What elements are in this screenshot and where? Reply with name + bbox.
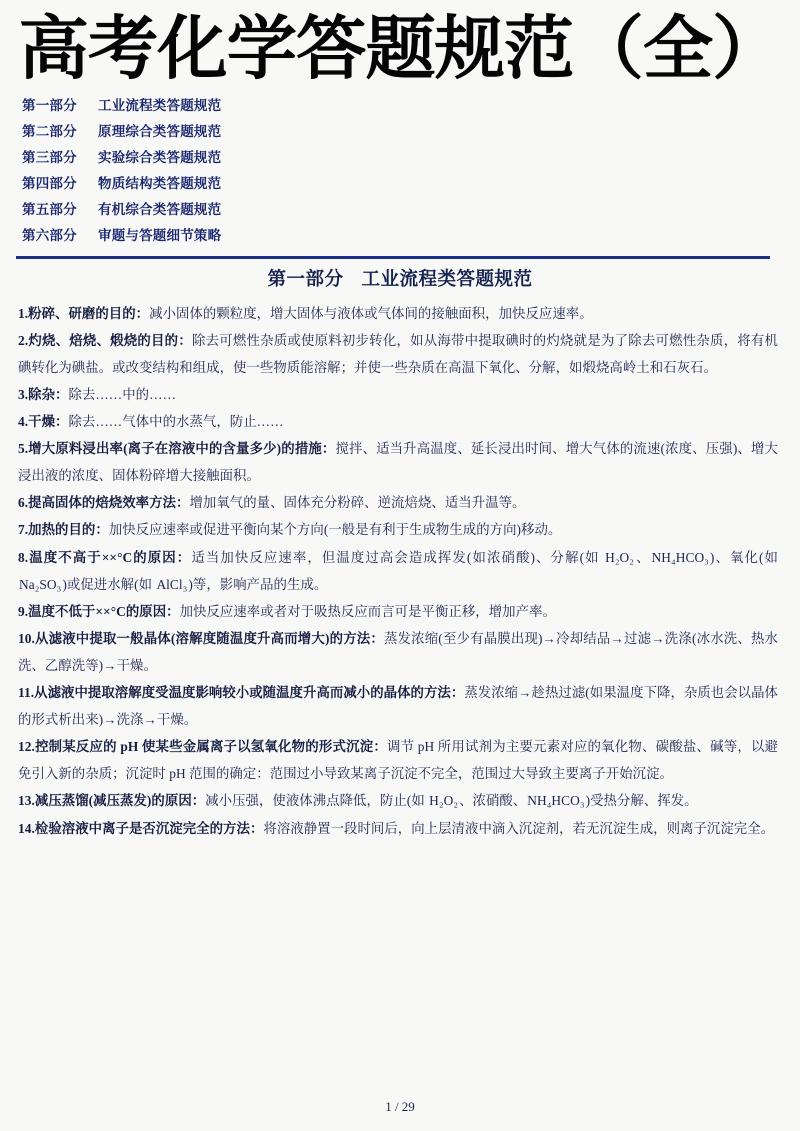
rule-body-text: 减小压强，使液体沸点降低，防止(如 (205, 793, 429, 809)
rule-lead: 3. (18, 387, 29, 402)
rule-lead-title: 干燥： (28, 414, 69, 430)
chemical-formula: NH₄HCO₃ (651, 549, 709, 565)
toc-item-number: 第六部分 (22, 228, 77, 245)
rule-body-text: 加快反应速率或促进平衡向某个方向(一般是有利于生成物生成的方向)移动。 (108, 522, 562, 538)
rule-lead-title: 温度不高于××°C的原因： (28, 549, 192, 565)
page-number-footer: 1 / 29 (385, 1099, 415, 1114)
toc-item-number: 第一部分 (22, 98, 77, 115)
rules-list (0, 300, 800, 842)
rule-lead-title: 粉碎、研磨的目的： (28, 305, 150, 321)
chemical-formula: Na₂SO₃ (19, 576, 62, 592)
toc-item-label: 原理综合类答题规范 (98, 124, 222, 141)
rule-item (18, 516, 778, 543)
rule-body-text: 加快反应速率或者对于吸热反应而言可是平衡正移，增加产率。 (179, 603, 556, 619)
rule-lead-title: 检验溶液中离子是否沉淀完全的方法： (34, 820, 264, 836)
rule-lead-title: 加热的目的： (28, 522, 109, 538)
toc-item-5[interactable] (22, 204, 800, 218)
rule-item (18, 815, 778, 842)
page-title: 高考化学答题规范（全） (18, 9, 782, 89)
rule-lead: 12. (18, 739, 35, 755)
toc-item-2[interactable] (22, 126, 800, 140)
rule-body-text: 适当加快反应速率，但温度过高会造成挥发(如浓硝酸)、分解(如 (191, 549, 605, 565)
rule-lead-title: 从滤液中提取一般晶体(溶解度随温度升高而增大)的方法： (34, 630, 384, 646)
toc-item-number: 第二部分 (22, 124, 77, 141)
rule-body-text: 除去……中的…… (68, 387, 177, 402)
rule-body-text: 搅拌、适当升高温度、延长浸出时间、增大气体的流速(浓度、压强)、增大浸出液的浓度、固体粉碎增大接触面积。 (18, 441, 778, 484)
section-heading-title: 工业流程类答题规范 (361, 269, 533, 291)
rule-lead-title: 温度不低于××°C的原因： (28, 603, 180, 619)
rule-item (18, 787, 778, 814)
rule-lead: 7. (18, 522, 29, 538)
rule-body-text: )或促进水解(如 (62, 576, 156, 592)
toc-item-number: 第五部分 (22, 202, 77, 219)
rule-lead: 11. (18, 685, 35, 701)
toc-item-3[interactable] (22, 152, 800, 166)
toc-item-label: 审题与答题细节策略 (98, 228, 222, 245)
rule-body-text: 减小固体的颗粒度，增大固体与液体或气体间的接触面积，加快反应速率。 (149, 305, 593, 321)
chemical-formula: AlCl₃ (156, 576, 188, 592)
chemical-formula: H₂O₂ (605, 549, 634, 565)
rule-body-text: 、 (635, 549, 651, 565)
toc-item-4[interactable] (22, 178, 800, 192)
table-of-contents (0, 100, 800, 244)
rule-item (18, 327, 778, 381)
toc-item-1[interactable] (22, 100, 800, 114)
rule-lead: 10. (18, 630, 35, 646)
rule-body-text: )、氧化(如 (709, 549, 778, 565)
toc-item-label: 工业流程类答题规范 (98, 98, 222, 115)
rule-lead-title: 减压蒸馏(减压蒸发)的原因： (34, 793, 206, 809)
rule-lead: 13. (18, 793, 35, 809)
rule-lead: 6. (18, 495, 29, 511)
rule-body-text: 蒸发浓缩(至少有晶膜出现)→冷却结品→过滤→洗涤(冰水洗、热水洗、乙醇洗等)→干燥。 (18, 630, 778, 673)
rule-lead: 9. (18, 603, 29, 619)
rule-item (18, 625, 778, 679)
rule-item (18, 489, 778, 516)
rule-item (18, 300, 778, 327)
rule-lead: 4. (18, 414, 29, 430)
rule-body-text: )等，影响产品的生成。 (188, 576, 328, 592)
rule-body-text: 、浓硝酸、 (459, 793, 527, 809)
toc-item-label: 物质结构类答题规范 (98, 176, 222, 193)
rule-body-text: 除去可燃性杂质或使原料初步转化，如从海带中提取碘时的灼烧就是为了除去可燃性杂质，将有机碘转化为碘盐。或改变结构和组成，使一些物质能溶解；并使一些杂质在高温下氧化、分解，如煅烧高岭土和石灰石。 (18, 332, 778, 375)
toc-item-label: 有机综合类答题规范 (98, 202, 222, 219)
chemical-formula: NH₄HCO₃ (527, 793, 585, 809)
rule-body-text: 除去……气体中的水蒸气，防止…… (68, 414, 284, 430)
section-heading (0, 270, 800, 290)
rule-lead-title: 除杂： (28, 387, 69, 402)
rule-body-text: 调节 pH 所用试剂为主要元素对应的氧化物、碳酸盐、碱等，以避免引入新的杂质；沉淀时 pH 范围的确定：范围过小导致某离子沉淀不完全，范围过大导致主要离子开始沉淀。 (18, 739, 779, 782)
rule-lead: 1. (18, 305, 29, 321)
section-heading-number: 第一部分 (267, 269, 344, 291)
rule-body-text: 蒸发浓缩→趁热过滤(如果温度下降，杂质也会以晶体的形式析出来)→洗涤→干燥。 (18, 685, 778, 728)
rule-lead: 5. (18, 441, 29, 457)
rule-item (18, 381, 778, 408)
section-divider (16, 256, 770, 259)
rule-item (18, 733, 778, 787)
rule-lead: 8. (18, 549, 29, 565)
rule-item (18, 598, 778, 625)
rule-lead: 14. (18, 820, 35, 836)
toc-item-number: 第四部分 (22, 176, 77, 193)
toc-item-number: 第三部分 (22, 150, 77, 167)
rule-lead-title: 提高固体的焙烧效率方法： (28, 495, 190, 511)
chemical-formula: H₂O₂ (429, 793, 459, 809)
toc-item-label: 实验综合类答题规范 (98, 150, 222, 167)
rule-lead-title: 控制某反应的 pH 使某些金属离子以氢氧化物的形式沉淀： (34, 739, 387, 755)
rule-item (18, 544, 778, 598)
toc-item-6[interactable] (22, 230, 800, 244)
rule-item (18, 679, 778, 733)
rule-lead-title: 灼烧、焙烧、煅烧的目的： (28, 332, 192, 348)
rule-lead-title: 增大原料浸出率(离子在溶液中的含量多少)的措施： (28, 441, 336, 457)
rule-lead-title: 从滤液中提取溶解度受温度影响较小或随温度升高而减小的晶体的方法： (34, 685, 465, 701)
rule-body-text: 增加氧气的量、固体充分粉碎、逆流焙烧、适当升温等。 (189, 495, 526, 511)
rule-lead: 2. (18, 332, 29, 348)
rule-body-text: )受热分解、挥发。 (585, 793, 698, 809)
rule-item (18, 435, 778, 489)
rule-item (18, 408, 778, 435)
rule-body-text: 将溶液静置一段时间后，向上层清液中滴入沉淀剂，若无沉淀生成，则离子沉淀完全。 (263, 820, 775, 836)
